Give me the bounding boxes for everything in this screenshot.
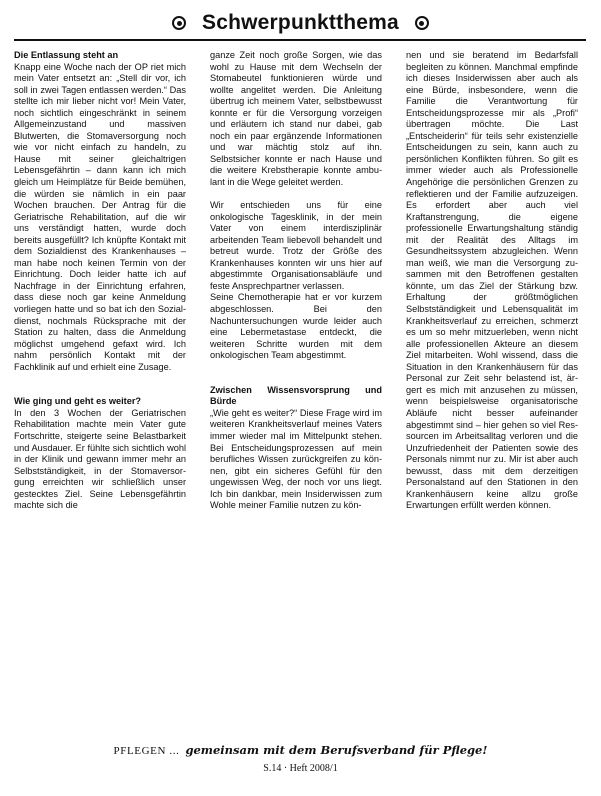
paragraph: Knapp eine Woche nach der OP riet mich mein Vater entsetzt an: „Stell dir vor, ich soll in zwei Tagen entlassen werden.“ Das stellte ich mir lieber nicht vor! Mein Vater, noch sichtlich eingeschränkt in seinem Allgemeinzustand und massiven Blutwerten, die Stomaversorgung noch wie vor nicht einfach zu handeln, zu Hause mit seiner gleichaltrigen Lebensgefährtin – dann kann ich mich gleich um Heimplätze für Beide bemühen, die würden sie nämlich in ein paar Wochen brauchen. Der Antrag für die Geriatrische Rehabilitation, auf die wir uns verständigt hatten, wurde doch bereits ausgefüllt? Ich knüpfte Kontakt mit dem Sozialdienst des Krankenhauses – man habe noch keinen Termin von der Einrichtung. Doch leider hatte ich auf Nachfrage in der Einrichtung erfahren, dass diese noch gar keine Anmeldung vorliegen hatte und so bat ich den Sozialdienst, nochmals Rücksprache mit der Station zu halten, dass die Anmeldung möglichst umgehend gefaxt wird. Ich nahm persönlich Kontakt mit der Fachklinik auf und erhielt eine Zusage. xyxy=(14,61,186,372)
paragraph: „Wie geht es weiter?“ Diese Frage wird im weiteren Krankheitsverlauf meines Vaters immer wieder mal im Mittelpunkt stehen. Bei Entscheidungsprozessen auf mein berufliches Wissen zurückgreifen zu können, gibt ein sicheres Gefühl für den ungewissen Weg, der noch vor uns liegt. Ich bin dankbar, mein Insiderwissen zum Wohle meiner Familie nutzen zu kön- xyxy=(210,407,382,511)
spacer xyxy=(14,373,186,396)
column-1 xyxy=(14,50,186,632)
subheading-wissensvorsprung: Zwischen Wissensvorsprung und Bürde xyxy=(210,384,382,407)
subheading-entlassung: Die Entlassung steht an xyxy=(14,50,119,60)
spacer xyxy=(210,362,382,385)
section-title: Schwerpunktthema xyxy=(202,11,399,34)
bullseye-icon-left xyxy=(172,16,186,30)
page-header xyxy=(0,8,601,38)
paragraph: Wir entschieden uns für eine onkologische Tagesklinik, in der mein Vater von einem interdisziplinär arbeitenden Team liebevoll behandelt und betreut wurde. Trotz der Größe des Krankenhauses konnten wir uns hier auf abgestimmte Organisationsabläufe und feste Ansprechpartner verlassen. xyxy=(210,200,382,291)
header-rule xyxy=(14,39,586,41)
paragraph: nen und sie beratend im Bedarfsfall begleiten zu können. Manchmal empfinde ich dieses Insiderwissen aber auch als eine Bürde, insbesondere, wenn die Familie die Verantwortung für Entscheidungsprozesse mir als „Profi“ übertragen möchte. Die Last „Entscheiderin“ für teils sehr existenzielle Entscheidungen zu sein, kann auch zu persönlichen Konflikten führen. So gilt es immer wieder auch als Professionelle Angehörige die persönlichen Grenzen zu reflektieren und der Familie aufzuzeigen. Es erfordert aber auch viel Kraftanstrengung, die eigene professionelle Erwartungshaltung ständig mit der Realität des Alltags im Gesundheitssystem abzugleichen. Wenn man weiß, wie man die Versorgung zusammen mit den Betroffenen gestalten könnte, um das Ziel der Stärkung bzw. Erhaltung der größtmöglichen Selbstständigkeit und Lebensqualität im Krankheitsverlauf zu erreichen, schmerzt es um so mehr mitzuerleben, wenn nicht alle professionellen Akteure an diesem Ziel mitarbeiten. Wohl wissend, dass die Situation in den Krankenhäusern für das Personal zur Zeit sehr belastend ist, ärgert es mich mit anzusehen zu müssen, wenn beispielsweise organisatorische Abläufe nicht besser aufeinander abgestimmt sind – hier gehen so viel Ressourcen im Arbeitsalltag verloren und die Unzufriedenheit der Patienten sowie des Personals nimmt nur zu. Mir ist aber auch bewusst, dass mit dem derzeitigen Personalstand auf den Stationen in den Krankenhäusern keine allzu große Erwartungen erfüllt werden können. xyxy=(406,50,578,511)
bullseye-icon-right xyxy=(415,16,429,30)
column-3 xyxy=(406,50,578,632)
spacer xyxy=(210,189,382,201)
subheading-weiter: Wie ging und geht es weiter? xyxy=(14,396,142,407)
paragraph: In den 3 Wochen der Geriatrischen Rehabilitation machte mein Vater gute Fortschritte, steigerte seine Belastbarkeit und Ausdauer. Er fühlte sich sichtlich wohl in der Klinik und gewann immer mehr an Selbstständigkeit, in der Stomaversorgung erreichten wir schließlich unser gestecktes Ziel. Seine Lebensgefährtin machte sich die xyxy=(14,407,186,511)
page-header-inner xyxy=(172,11,429,35)
page-number: S.14 · Heft 2008/1 xyxy=(263,763,338,774)
column-2 xyxy=(210,50,382,632)
page-footer xyxy=(0,742,601,776)
footer-brand: PFLEGEN ... xyxy=(113,745,180,757)
paragraph: ganze Zeit noch große Sorgen, wie das wohl zu Hause mit dem Wechseln der Stomabeutel funktionieren würde und wollte angelitet werden. Die Anleitung übertrug ich meinem Vater, selbstbewusst konnte er für die Versorgung vorzeigen und erläutern ich stand nur dabei, gab noch ein paar ergänzende Informationen und war mächtig stolz auf ihn. Selbstsicher konnte er nach Hause und die weitere Krebstherapie konnte ambulant in die Wege geleitet werden. xyxy=(210,50,382,188)
footer-slogan: gemeinsam mit dem Berufsverband für Pflege! xyxy=(185,743,488,757)
article-body xyxy=(14,50,586,632)
paragraph: Seine Chemotherapie hat er vor kurzem abgeschlossen. Bei den Nachuntersuchungen wurde leider auch eine Lebermetastase entdeckt, die weiteren Schritte wurden mit dem onkologischen Team abgestimmt. xyxy=(210,292,382,361)
footer-line xyxy=(0,742,601,759)
